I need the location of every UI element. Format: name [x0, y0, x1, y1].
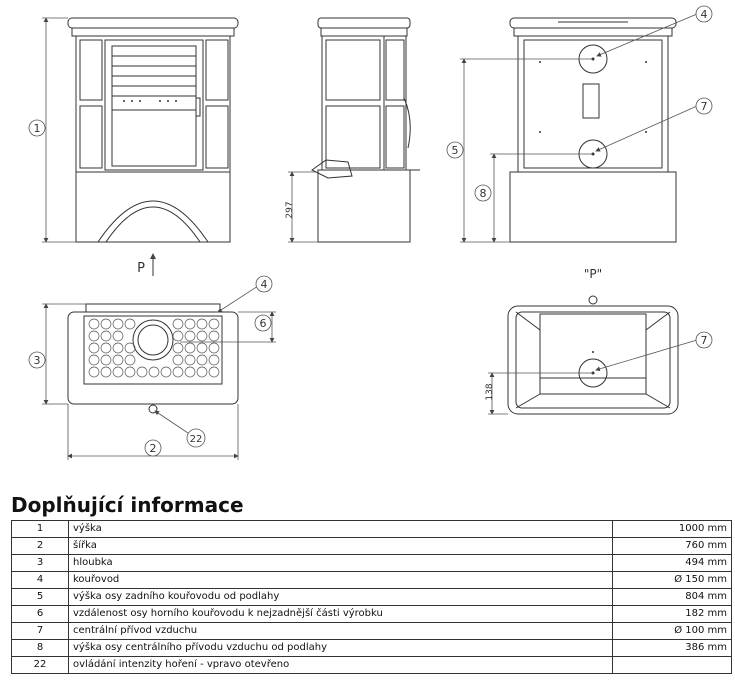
tile-ornament [209, 319, 219, 329]
table-row [12, 521, 732, 538]
row-value: 1000 mm [613, 521, 732, 538]
tile-ornament [101, 367, 111, 377]
row-number: 22 [12, 657, 69, 674]
label-8: 8 [479, 187, 487, 200]
tile-ornament [197, 343, 207, 353]
row-value: 804 mm [613, 589, 732, 606]
row-label: centrální přívod vzduchu [69, 623, 613, 640]
row-label: kouřovod [69, 572, 613, 589]
tile-ornament [173, 343, 183, 353]
tile-ornament [149, 367, 159, 377]
row-label: výška osy zadního kouřovodu od podlahy [69, 589, 613, 606]
leader-7-bottom [596, 332, 712, 370]
label-3: 3 [33, 354, 41, 367]
tile-ornament [89, 367, 99, 377]
row-number: 1 [12, 521, 69, 538]
table-row [12, 623, 732, 640]
tile-ornament [185, 343, 195, 353]
table-row [12, 606, 732, 623]
tile-ornament [113, 367, 123, 377]
tile-ornament [185, 367, 195, 377]
row-value [613, 657, 732, 674]
dimension-297-label: 297 [285, 201, 295, 219]
front-view-dots [123, 100, 177, 102]
row-number: 6 [12, 606, 69, 623]
row-value: Ø 100 mm [613, 623, 732, 640]
row-label: výška [69, 521, 613, 538]
table-row [12, 657, 732, 674]
row-number: 4 [12, 572, 69, 589]
leader-4-back [597, 6, 712, 56]
label-22: 22 [189, 434, 203, 445]
label-5: 5 [451, 144, 459, 157]
tile-ornament [197, 319, 207, 329]
top-view-tile-grid [89, 319, 219, 377]
tile-ornament [185, 355, 195, 365]
label-4-top: 4 [260, 278, 268, 291]
tile-ornament [137, 367, 147, 377]
table-row [12, 538, 732, 555]
bottom-view [508, 296, 678, 414]
info-heading: Doplňující informace [11, 493, 244, 517]
dimension-138-label: 138 [485, 383, 495, 401]
row-value: 182 mm [613, 606, 732, 623]
tile-ornament [197, 331, 207, 341]
tile-ornament [101, 319, 111, 329]
leader-7-back [596, 98, 712, 151]
bottom-view-dots [592, 351, 595, 375]
back-view-dots [539, 58, 647, 156]
tile-ornament [185, 331, 195, 341]
tile-ornament [209, 343, 219, 353]
table-row [12, 640, 732, 657]
view-p-title: "P" [583, 267, 603, 281]
tile-ornament [125, 367, 135, 377]
row-number: 5 [12, 589, 69, 606]
tile-ornament [125, 319, 135, 329]
row-number: 2 [12, 538, 69, 555]
side-view [312, 18, 420, 242]
tile-ornament [101, 331, 111, 341]
tile-ornament [209, 367, 219, 377]
view-arrow-label: P [137, 261, 145, 276]
tile-ornament [113, 331, 123, 341]
tile-ornament [173, 331, 183, 341]
label-4-back: 4 [700, 8, 708, 21]
table-row [12, 589, 732, 606]
tile-ornament [113, 343, 123, 353]
row-number: 7 [12, 623, 69, 640]
tile-ornament [101, 343, 111, 353]
tile-ornament [89, 343, 99, 353]
dimension-5-8 [447, 59, 593, 242]
row-label: vzdálenost osy horního kouřovodu k nejzadnější části výrobku [69, 606, 613, 623]
row-value: Ø 150 mm [613, 572, 732, 589]
row-value: 760 mm [613, 538, 732, 555]
row-label: výška osy centrálního přívodu vzduchu od podlahy [69, 640, 613, 657]
row-label: ovládání intenzity hoření - vpravo otevřeno [69, 657, 613, 674]
tile-ornament [209, 355, 219, 365]
row-value: 386 mm [613, 640, 732, 657]
table-row [12, 555, 732, 572]
label-6: 6 [259, 317, 267, 330]
row-value: 494 mm [613, 555, 732, 572]
label-7-bottom: 7 [700, 334, 708, 347]
tile-ornament [173, 319, 183, 329]
tile-ornament [173, 355, 183, 365]
tile-ornament [101, 355, 111, 365]
row-label: šířka [69, 538, 613, 555]
tile-ornament [197, 355, 207, 365]
row-number: 8 [12, 640, 69, 657]
tile-ornament [89, 331, 99, 341]
tile-ornament [209, 331, 219, 341]
table-row [12, 572, 732, 589]
tile-ornament [161, 367, 171, 377]
row-number: 3 [12, 555, 69, 572]
tile-ornament [89, 355, 99, 365]
tile-ornament [125, 355, 135, 365]
label-2: 2 [149, 442, 157, 455]
front-view [68, 18, 238, 242]
tile-ornament [185, 319, 195, 329]
tile-ornament [197, 367, 207, 377]
tile-ornament [113, 355, 123, 365]
row-label: hloubka [69, 555, 613, 572]
tile-ornament [113, 319, 123, 329]
back-view [510, 18, 676, 242]
label-7-back: 7 [700, 100, 708, 113]
info-table [11, 520, 732, 674]
tile-ornament [89, 319, 99, 329]
top-view [68, 304, 238, 413]
tile-ornament [173, 367, 183, 377]
tile-ornament [125, 343, 135, 353]
label-1: 1 [33, 122, 41, 135]
